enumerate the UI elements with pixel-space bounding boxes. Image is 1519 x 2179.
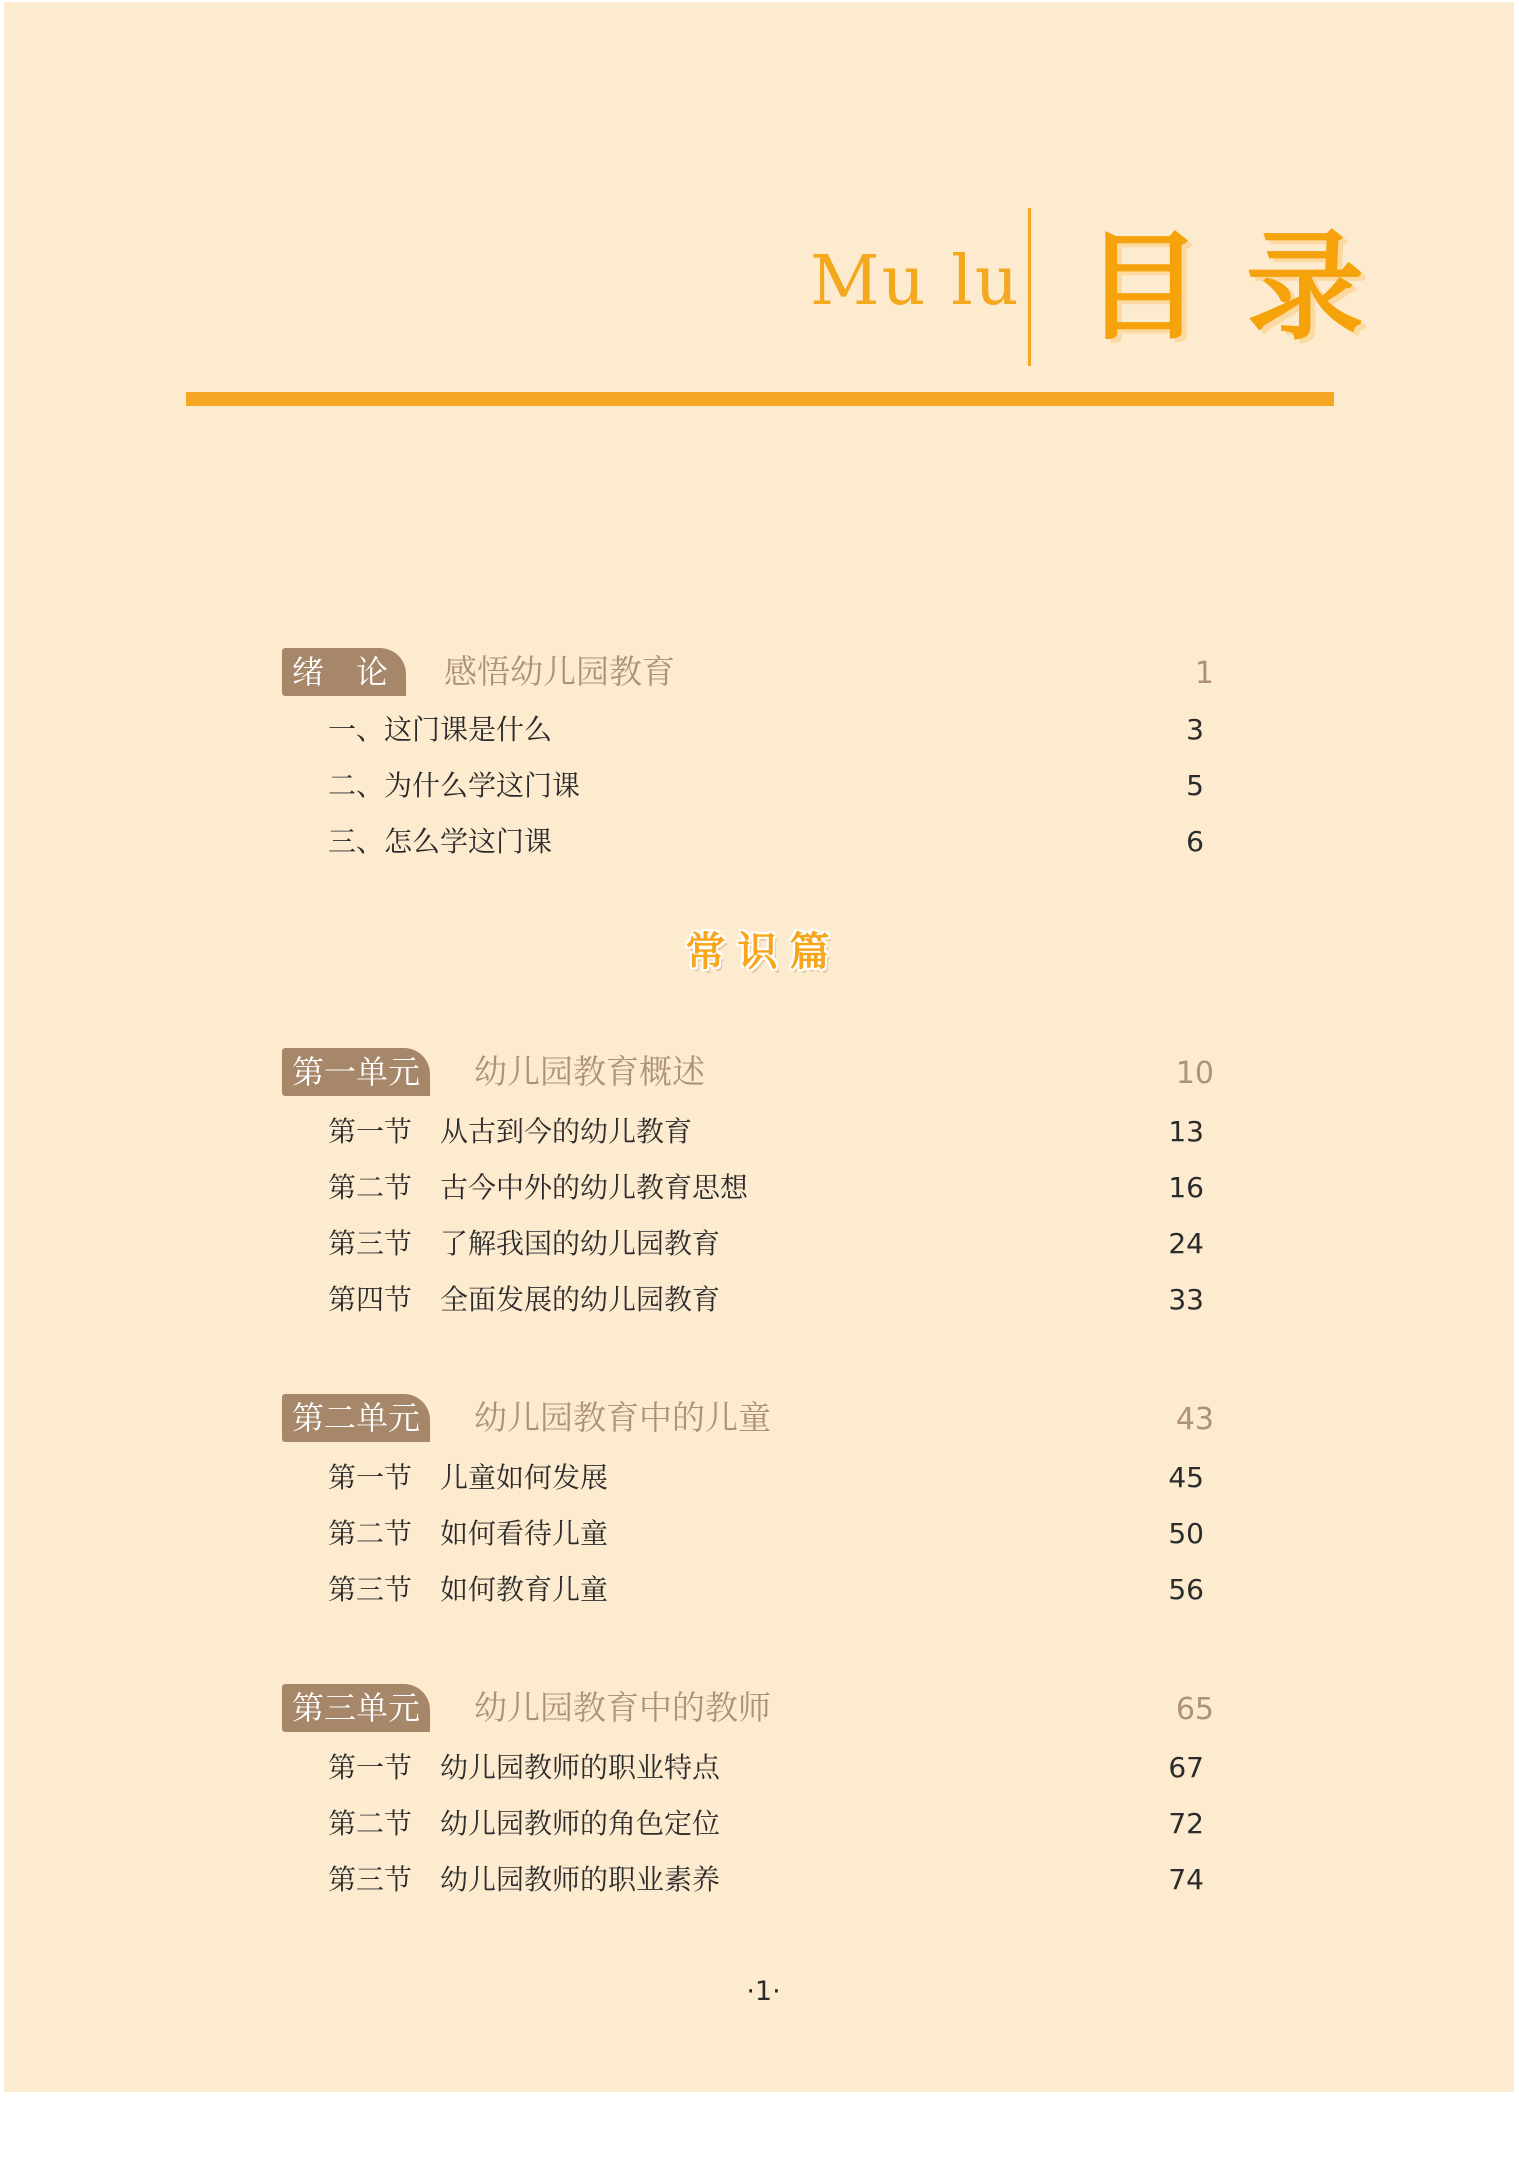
intro-title: 感悟幼儿园教育 bbox=[444, 652, 675, 691]
page-title: 目录 bbox=[1084, 218, 1409, 356]
title-rule bbox=[186, 392, 1334, 406]
entry-label: 三、怎么学这门课 bbox=[328, 825, 553, 858]
section-title: 幼儿园教师的角色定位 bbox=[440, 1807, 721, 1840]
section-label: 第三节 bbox=[328, 1227, 413, 1260]
unit-1-section-1[interactable] bbox=[328, 1112, 1204, 1152]
section-label: 第三节 bbox=[328, 1573, 413, 1606]
section-label: 第一节 bbox=[328, 1751, 413, 1784]
unit-1-section-4[interactable] bbox=[328, 1280, 1204, 1320]
page bbox=[4, 2, 1514, 2092]
section-page: 33 bbox=[1168, 1283, 1204, 1316]
unit-3-section-2[interactable] bbox=[328, 1804, 1204, 1844]
section-title: 全面发展的幼儿园教育 bbox=[440, 1283, 721, 1316]
unit-1-badge: 第一单元 bbox=[282, 1048, 430, 1096]
unit-3-section-1[interactable] bbox=[328, 1748, 1204, 1788]
section-label: 第四节 bbox=[328, 1283, 413, 1316]
section-page: 13 bbox=[1168, 1115, 1204, 1148]
section-title: 古今中外的幼儿教育思想 bbox=[440, 1171, 749, 1204]
unit-3-badge: 第三单元 bbox=[282, 1684, 430, 1732]
section-label: 第一节 bbox=[328, 1461, 413, 1494]
entry-page: 5 bbox=[1186, 769, 1204, 802]
page-number: ·1· bbox=[746, 1976, 781, 2007]
section-label: 第二节 bbox=[328, 1517, 413, 1550]
title-latin: Mu lu bbox=[810, 242, 1021, 321]
unit-2-section-3[interactable] bbox=[328, 1570, 1204, 1610]
section-page: 16 bbox=[1168, 1171, 1204, 1204]
entry-page: 3 bbox=[1186, 713, 1204, 746]
part-title: 常识篇 bbox=[685, 929, 842, 975]
unit-3-title: 幼儿园教育中的教师 bbox=[474, 1688, 771, 1727]
section-page: 50 bbox=[1168, 1517, 1204, 1550]
title-separator bbox=[1028, 208, 1031, 366]
entry-label: 一、这门课是什么 bbox=[328, 713, 553, 746]
section-label: 第二节 bbox=[328, 1807, 413, 1840]
unit-1-section-2[interactable] bbox=[328, 1168, 1204, 1208]
section-title: 如何看待儿童 bbox=[440, 1517, 609, 1550]
section-page: 72 bbox=[1168, 1807, 1204, 1840]
intro-page: 1 bbox=[1194, 656, 1214, 691]
section-label: 第三节 bbox=[328, 1863, 413, 1896]
section-label: 第一节 bbox=[328, 1115, 413, 1148]
section-title: 了解我国的幼儿园教育 bbox=[440, 1227, 721, 1260]
section-title: 幼儿园教师的职业特点 bbox=[440, 1751, 721, 1784]
section-label: 第二节 bbox=[328, 1171, 413, 1204]
unit-1-section-3[interactable] bbox=[328, 1224, 1204, 1264]
unit-2-title: 幼儿园教育中的儿童 bbox=[474, 1398, 771, 1437]
unit-3-page: 65 bbox=[1175, 1692, 1214, 1727]
unit-3-section-3[interactable] bbox=[328, 1860, 1204, 1900]
section-page: 67 bbox=[1168, 1751, 1204, 1784]
unit-2-badge: 第二单元 bbox=[282, 1394, 430, 1442]
entry-label: 二、为什么学这门课 bbox=[328, 769, 581, 802]
section-page: 45 bbox=[1168, 1461, 1204, 1494]
intro-entry-1[interactable] bbox=[328, 710, 1204, 750]
section-title: 幼儿园教师的职业素养 bbox=[440, 1863, 721, 1896]
section-title: 从古到今的幼儿教育 bbox=[440, 1115, 693, 1148]
intro-entry-2[interactable] bbox=[328, 766, 1204, 806]
unit-2-section-1[interactable] bbox=[328, 1458, 1204, 1498]
unit-2-page: 43 bbox=[1175, 1402, 1214, 1437]
unit-2-section-2[interactable] bbox=[328, 1514, 1204, 1554]
section-title: 儿童如何发展 bbox=[440, 1461, 609, 1494]
entry-page: 6 bbox=[1186, 825, 1204, 858]
section-page: 24 bbox=[1168, 1227, 1204, 1260]
intro-badge: 绪 论 bbox=[282, 648, 406, 696]
unit-1-page: 10 bbox=[1175, 1056, 1214, 1091]
section-title: 如何教育儿童 bbox=[440, 1573, 609, 1606]
unit-1-title: 幼儿园教育概述 bbox=[474, 1052, 705, 1091]
section-page: 74 bbox=[1168, 1863, 1204, 1896]
section-page: 56 bbox=[1168, 1573, 1204, 1606]
intro-entry-3[interactable] bbox=[328, 822, 1204, 862]
